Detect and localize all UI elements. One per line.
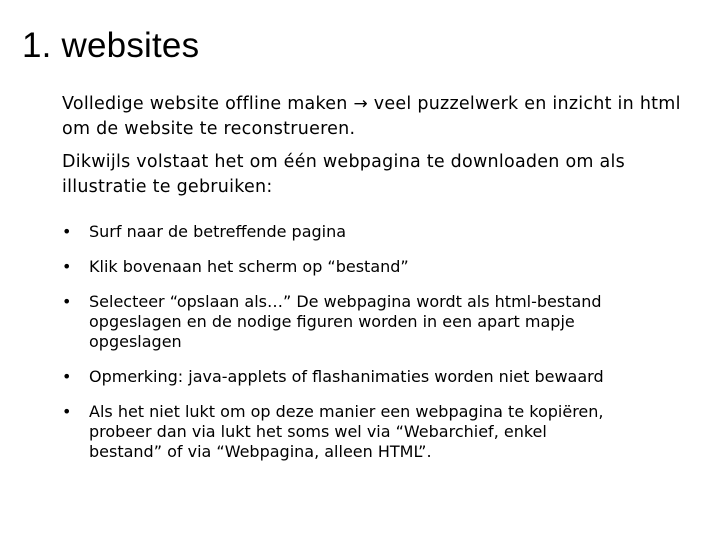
bullet-icon: • — [62, 367, 72, 386]
intro-paragraph — [62, 92, 692, 142]
steps-list — [62, 222, 622, 462]
list-item — [62, 402, 622, 462]
list-item — [62, 367, 622, 387]
list-item-text: Surf naar de betreffende pagina — [89, 222, 347, 241]
list-item-text: Klik bovenaan het scherm op “bestand” — [89, 257, 409, 276]
slide-title: 1. websites — [22, 26, 200, 65]
list-item-text: Opmerking: java-applets of flashanimaties worden niet bewaard — [89, 367, 604, 386]
list-item — [62, 257, 622, 277]
slide-content — [62, 92, 692, 477]
bullet-icon: • — [62, 402, 72, 421]
list-item — [62, 222, 622, 242]
arrow-right-icon: → — [353, 94, 368, 114]
intro-text-start: Volledige website offline maken — [62, 94, 354, 114]
list-item — [62, 292, 622, 352]
bullet-icon: • — [62, 222, 72, 241]
intro-text-end: veel puzzelwerk en inzicht in html om de website te reconstrueren. — [62, 94, 681, 139]
list-item-text: Selecteer “opslaan als…” De webpagina wordt als html-bestand opgeslagen en de nodige figuren worden in een apart mapje opgeslagen — [89, 292, 602, 351]
bullet-icon: • — [62, 292, 72, 311]
list-item-text: Als het niet lukt om op deze manier een webpagina te kopiëren, probeer dan via lukt het soms wel via “Webarchief, enkel bestand” of via “Webpagina, alleen HTML”. — [89, 402, 604, 461]
download-paragraph: Dikwijls volstaat het om één webpagina te downloaden om als illustratie te gebruiken: — [62, 152, 625, 197]
bullet-icon: • — [62, 257, 72, 276]
